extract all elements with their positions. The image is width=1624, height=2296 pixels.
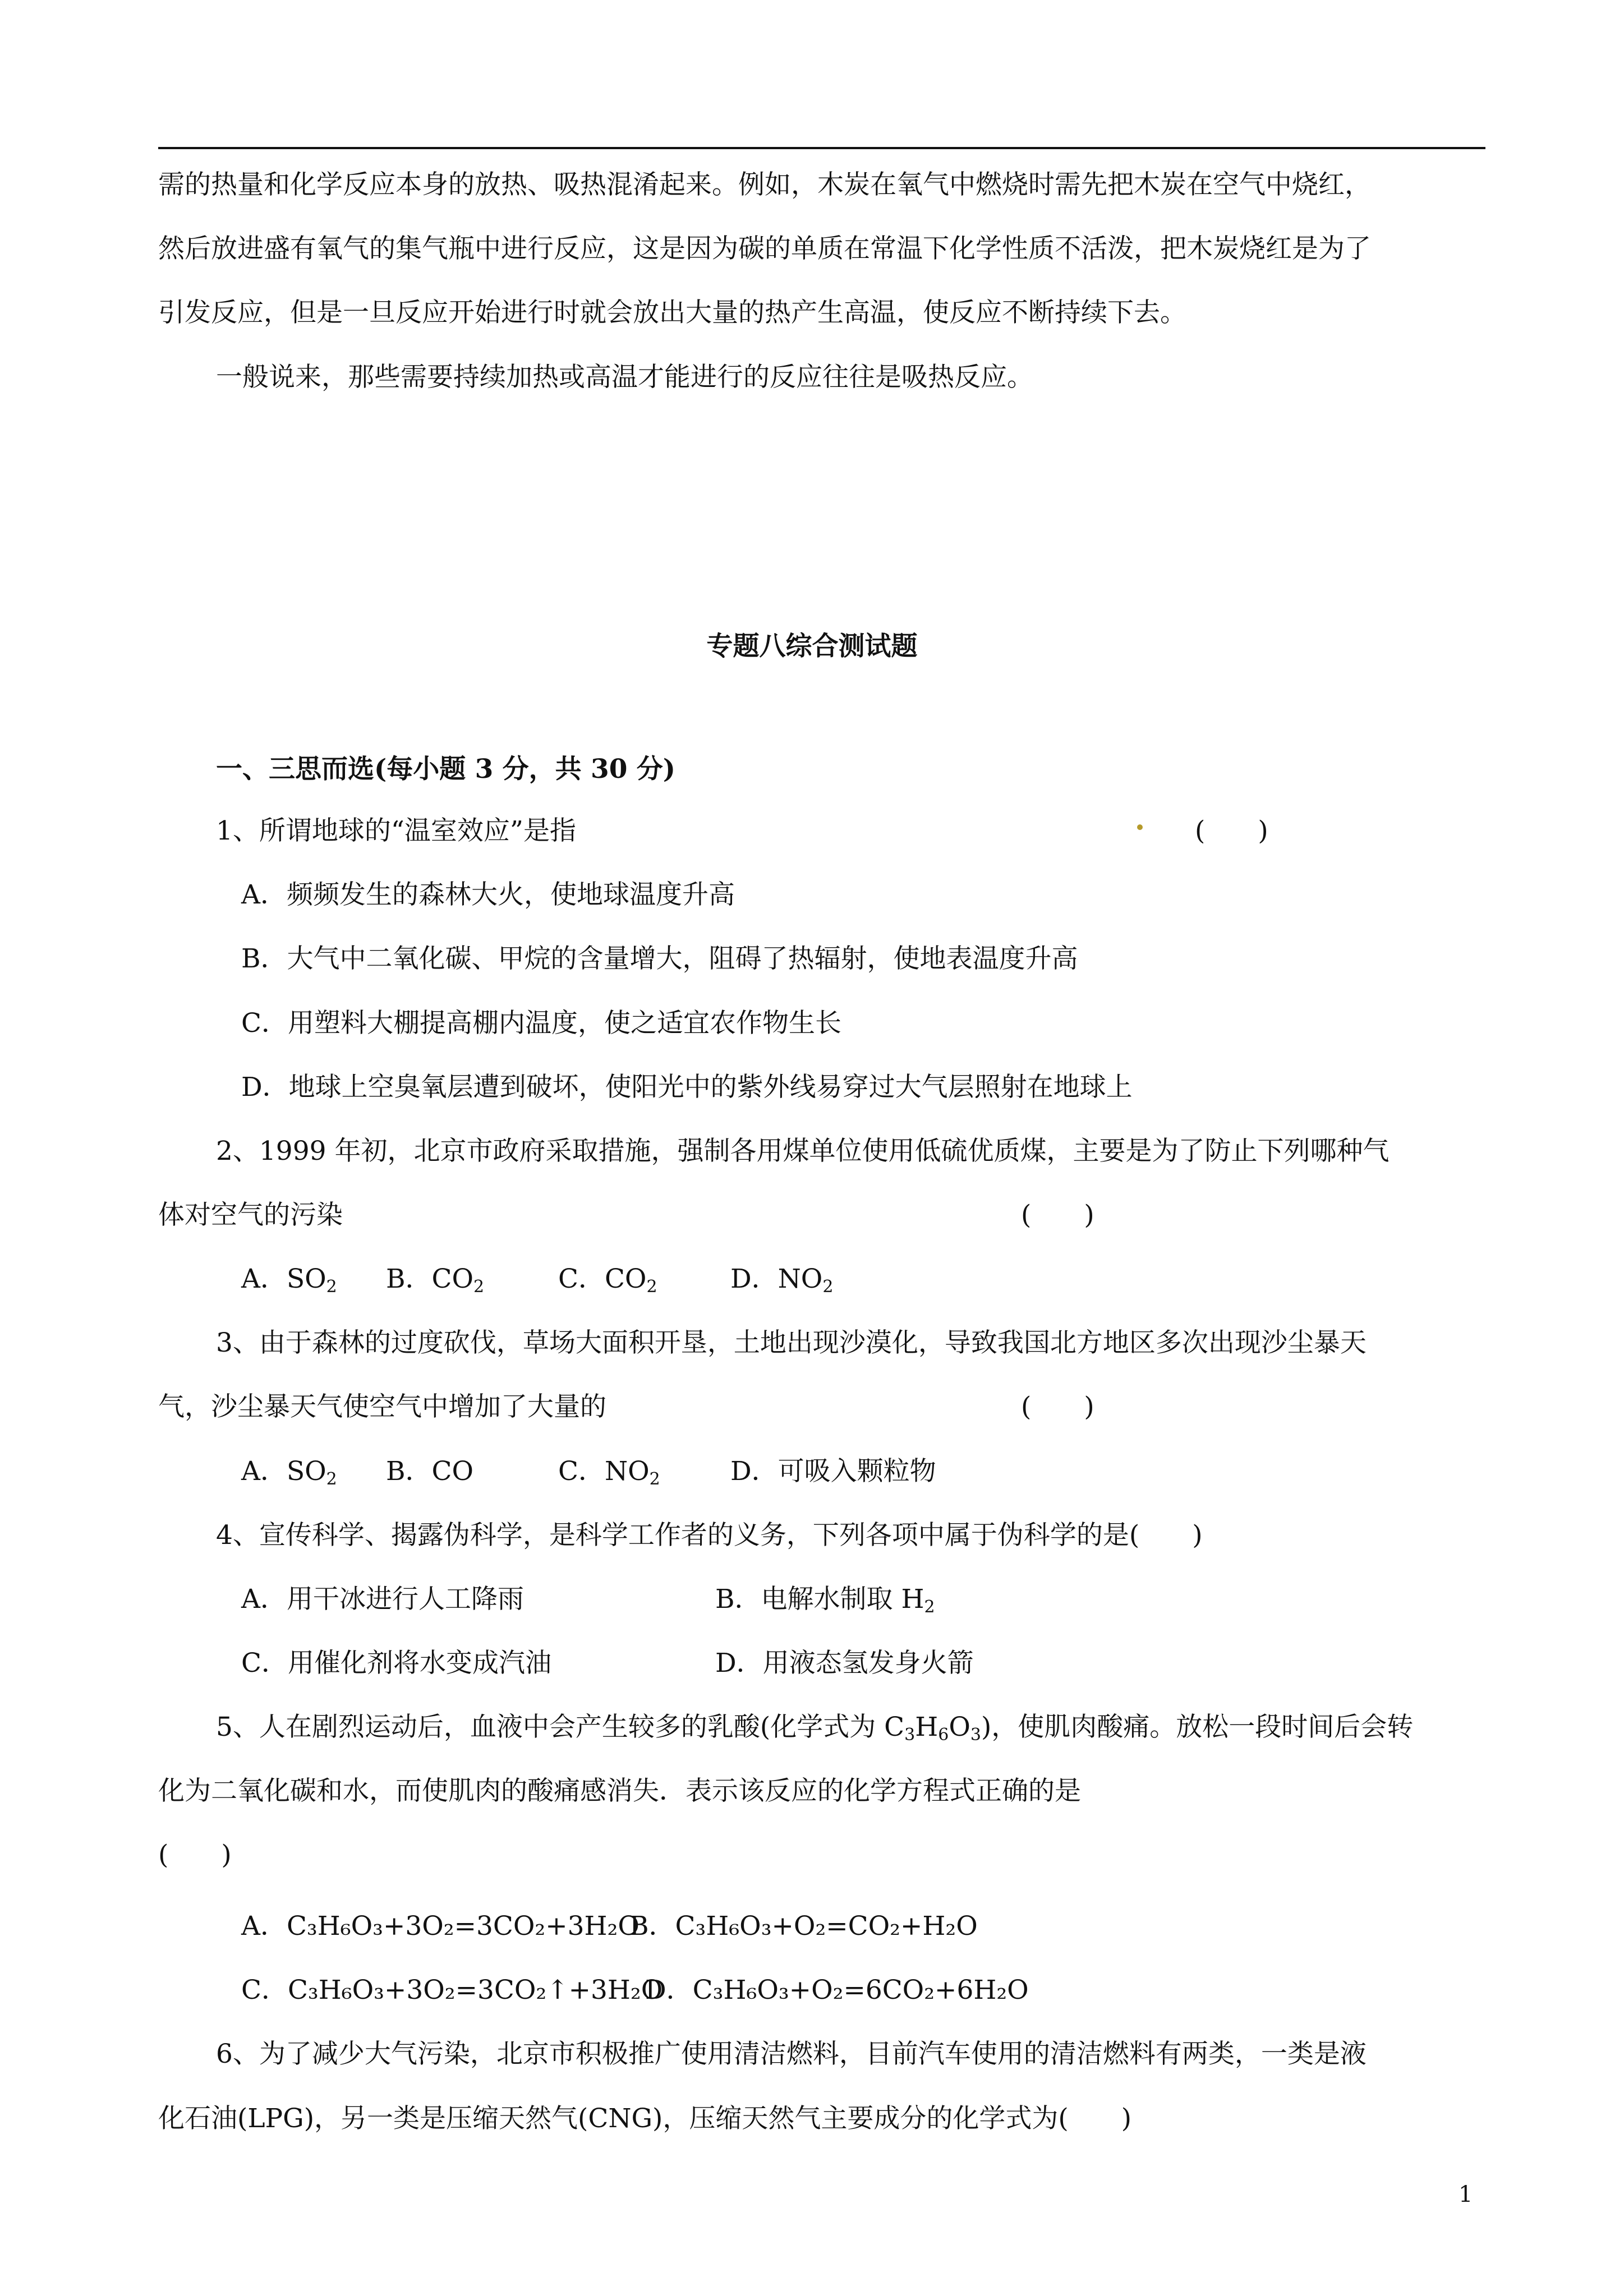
question-3-option-c: C．$NO_2$: [558, 1456, 660, 1489]
question-5-option-d: D．C₃H₆O₃+O₂=6CO₂+6H₂O: [645, 1975, 1029, 2005]
question-4-option-d: D．用液态氢发身火箭: [715, 1648, 974, 1679]
question-5-option-b: B．C₃H₆O₃+O₂=CO₂+H₂O: [629, 1911, 978, 1942]
header-rule: [158, 147, 1485, 149]
question-5-stem-line-1: 5、人在剧烈运动后，血液中会产生较多的乳酸(化学式为 $C_3H_6O_3$)，使肌肉酸痛。放松一段时间后会转: [216, 1712, 1414, 1745]
question-5-stem-line-2: 化为二氧化碳和水，而使肌肉的酸痛感消失．表示该反应的化学方程式正确的是: [158, 1776, 1081, 1806]
question-2-option-d: D．$NO_2$: [730, 1264, 834, 1297]
question-1-option-a: A．频频发生的森林大火，使地球温度升高: [241, 879, 735, 910]
question-1-option-d: D．地球上空臭氧层遭到破坏，使阳光中的紫外线易穿过大气层照射在地球上: [241, 1072, 1133, 1103]
question-3-stem-line-1: 3、由于森林的过度砍伐，草场大面积开垦，土地出现沙漠化，导致我国北方地区多次出现沙尘暴天: [216, 1327, 1367, 1358]
question-5-option-c: C．C₃H₆O₃+3O₂=3CO₂↑+3H₂O: [241, 1975, 663, 2005]
question-1-stem: 1、所谓地球的“温室效应”是指: [216, 815, 576, 846]
question-1-option-c: C．用塑料大棚提高棚内温度，使之适宜农作物生长: [241, 1008, 841, 1039]
question-3-answer-blank: ( ): [1021, 1391, 1094, 1422]
question-2-stem-line-2: 体对空气的污染: [158, 1200, 343, 1230]
question-4-option-b: B．电解水制取 $H_2$: [715, 1584, 935, 1617]
stray-mark: [1137, 824, 1143, 830]
question-3-option-a: A．$SO_2$: [241, 1456, 337, 1489]
question-1-option-b: B．大气中二氧化碳、甲烷的含量增大，阻碍了热辐射，使地表温度升高: [241, 943, 1078, 974]
question-3-stem-line-2: 气，沙尘暴天气使空气中增加了大量的: [158, 1391, 606, 1422]
question-4-option-c: C．用催化剂将水变成汽油: [241, 1648, 551, 1679]
question-2-option-b: B．$CO_2$: [386, 1264, 485, 1297]
page-number: 1: [1459, 2182, 1473, 2207]
question-3-option-d: D．可吸入颗粒物: [730, 1456, 936, 1487]
question-2-option-a: A．$SO_2$: [241, 1264, 337, 1297]
question-6-stem-line-1: 6、为了减少大气污染，北京市积极推广使用清洁燃料，目前汽车使用的清洁燃料有两类，一类是液: [216, 2039, 1367, 2069]
question-2-answer-blank: ( ): [1021, 1200, 1094, 1230]
question-5-answer-blank: ( ): [158, 1839, 232, 1870]
question-3-option-b: B．CO: [386, 1456, 474, 1487]
intro-line-3: 引发反应，但是一旦反应开始进行时就会放出大量的热产生高温，使反应不断持续下去。: [158, 297, 1186, 328]
intro-line-2: 然后放进盛有氧气的集气瓶中进行反应，这是因为碳的单质在常温下化学性质不活泼，把木炭烧红是为了: [158, 233, 1371, 264]
question-2-option-c: C．$CO_2$: [558, 1264, 657, 1297]
question-4-option-a: A．用干冰进行人工降雨: [241, 1584, 524, 1615]
question-5-option-a: A．C₃H₆O₃+3O₂=3CO₂+3H₂O: [241, 1911, 640, 1942]
question-4-stem: 4、宣传科学、揭露伪科学，是科学工作者的义务，下列各项中属于伪科学的是( ): [216, 1520, 1203, 1551]
question-6-stem-line-2: 化石油(LPG)，另一类是压缩天然气(CNG)，压缩天然气主要成分的化学式为( ): [158, 2103, 1132, 2134]
intro-paragraph-2: 一般说来，那些需要持续加热或高温才能进行的反应往往是吸热反应。: [216, 362, 1033, 393]
intro-line-1: 需的热量和化学反应本身的放热、吸热混淆起来。例如，木炭在氧气中燃烧时需先把木炭在空气中烧红，: [158, 169, 1371, 200]
question-1-answer-blank: ( ): [1195, 815, 1268, 846]
page-title: 专题八综合测试题: [706, 631, 918, 662]
section-heading: 一、三思而选(每小题 3 分，共 30 分): [216, 754, 676, 785]
question-2-stem-line-1: 2、1999 年初，北京市政府采取措施，强制各用煤单位使用低硫优质煤，主要是为了防止下列哪种气: [216, 1136, 1390, 1167]
